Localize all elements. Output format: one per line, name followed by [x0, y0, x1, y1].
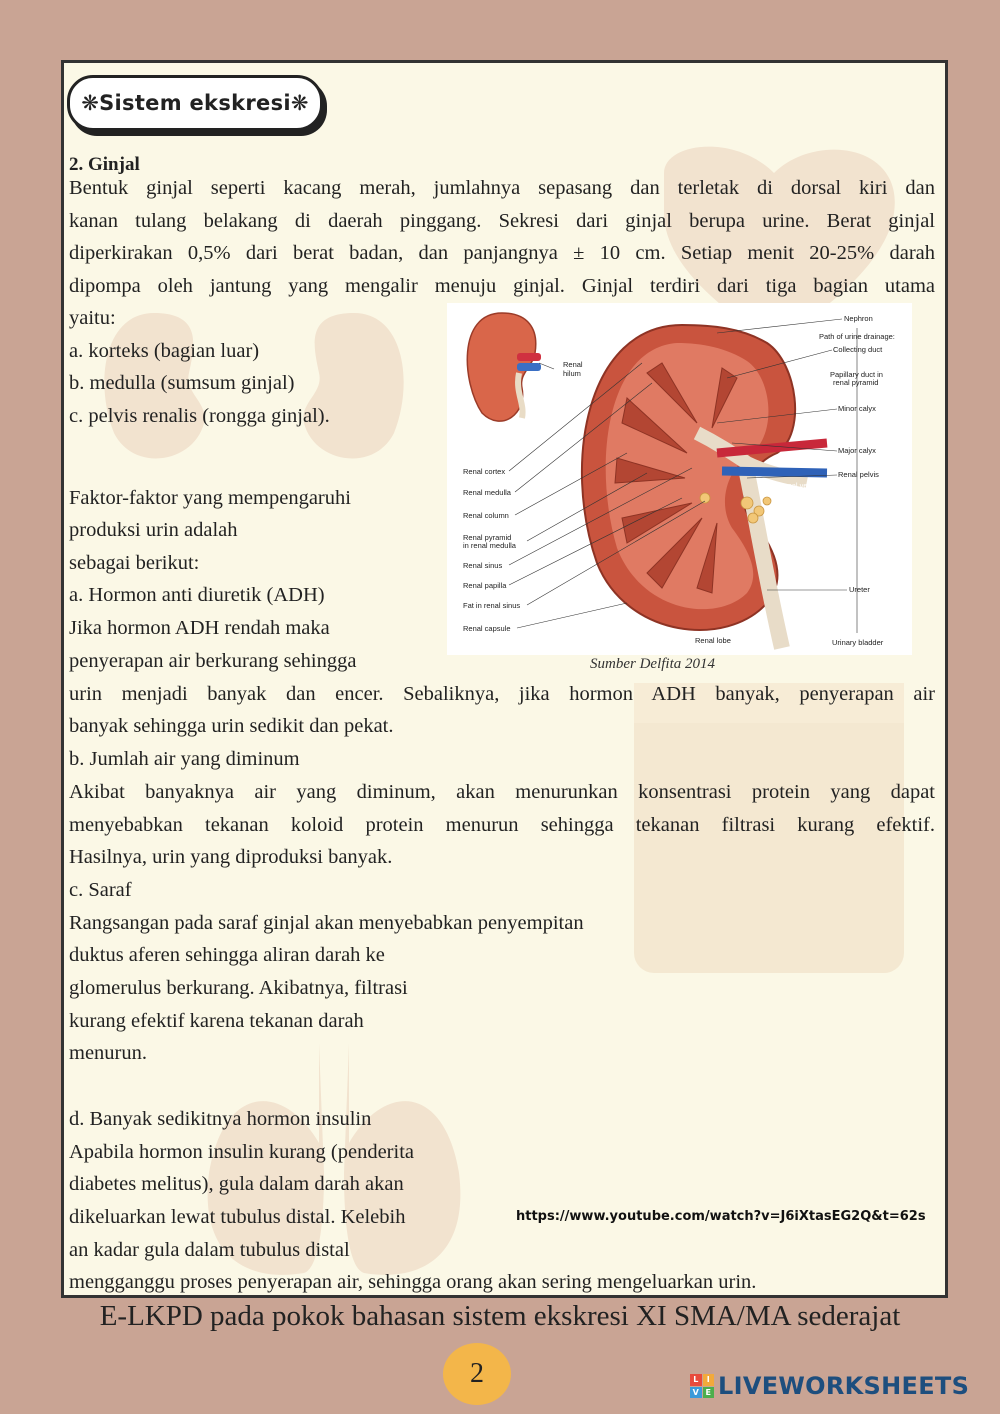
- paragraph-line: diperkirakan 0,5% dari berat badan, dan panjangnya ± 10 cm. Setiap menit 20-25% darah: [69, 242, 935, 264]
- paragraph-line: banyak sehingga urin sedikit dan pekat.: [69, 715, 394, 737]
- paragraph-line: mengganggu proses penyerapan air, sehingga orang akan sering mengeluarkan urin.: [69, 1271, 757, 1293]
- list-item: b. medulla (sumsum ginjal): [69, 372, 295, 394]
- factor-heading: d. Banyak sedikitnya hormon insulin: [69, 1108, 372, 1130]
- list-intro: yaitu:: [69, 307, 116, 329]
- paragraph-line: Akibat banyaknya air yang diminum, akan menurunkan konsentrasi protein yang dapat: [69, 781, 935, 803]
- label-right: Collecting duct: [833, 345, 883, 354]
- factor-heading: b. Jumlah air yang diminum: [69, 748, 300, 770]
- logo-letter: E: [703, 1387, 715, 1399]
- youtube-link[interactable]: https://www.youtube.com/watch?v=J6iXtasEG2Q&t=62s: [516, 1209, 926, 1224]
- page-number: 2: [470, 1358, 484, 1389]
- paragraph-line: an kadar gula dalam tubulus distal: [69, 1239, 350, 1261]
- paragraph-line: menurun.: [69, 1042, 147, 1064]
- paragraph-line: dikeluarkan lewat tubulus distal. Kelebih: [69, 1206, 406, 1228]
- label-lobe: Renal lobe: [695, 636, 731, 645]
- brand-name: LIVEWORKSHEETS: [718, 1372, 970, 1400]
- label-left: Renal cortex: [463, 467, 506, 476]
- paragraph-line: Bentuk ginjal seperti kacang merah, jumlahnya sepasang dan terletak di dorsal kiri dan: [69, 177, 935, 199]
- label-left: Fat in renal sinus: [463, 601, 521, 610]
- label-right: Ureter: [849, 585, 870, 594]
- label-vein: Renal vein: [778, 481, 814, 490]
- label-left: Renal column: [463, 511, 509, 520]
- label-right: Nephron: [844, 314, 873, 323]
- footer-text: E-LKPD pada pokok bahasan sistem ekskresi XI SMA/MA sederajat: [99, 1300, 901, 1332]
- page-title-badge: [67, 75, 323, 131]
- kidney-anatomy-figure: [447, 303, 912, 655]
- list-item: a. korteks (bagian luar): [69, 340, 260, 362]
- label-right: Renal pelvis: [838, 470, 879, 479]
- label-right: Urinary bladder: [832, 638, 884, 647]
- label-left: in renal medulla: [463, 541, 516, 550]
- label-left: Renal capsule: [463, 624, 511, 633]
- logo-letter: I: [703, 1374, 715, 1386]
- label-right: Papillary duct in: [830, 370, 883, 379]
- liveworksheets-brand[interactable]: [690, 1372, 969, 1400]
- logo-letter: V: [690, 1387, 702, 1399]
- paragraph-line: glomerulus berkurang. Akibatnya, filtrasi: [69, 977, 408, 999]
- paragraph-line: kanan tulang belakang di daerah pinggang. Sekresi dari ginjal berupa urine. Berat ginjal: [69, 210, 935, 232]
- label-right: Path of urine drainage:: [819, 332, 895, 341]
- label-left: Renal papilla: [463, 581, 507, 590]
- paragraph-line: Jika hormon ADH rendah maka: [69, 617, 330, 639]
- paragraph-line: Rangsangan pada saraf ginjal akan menyebabkan penyempitan: [69, 912, 584, 934]
- paragraph-line: Apabila hormon insulin kurang (penderita: [69, 1141, 414, 1163]
- paragraph-line: diabetes melitus), gula dalam darah akan: [69, 1173, 404, 1195]
- factor-heading: a. Hormon anti diuretik (ADH): [69, 584, 325, 606]
- label-right: Minor calyx: [838, 404, 876, 413]
- paragraph-line: duktus aferen sehingga aliran darah ke: [69, 944, 385, 966]
- factors-intro: sebagai berikut:: [69, 552, 200, 574]
- label-left: Renal pyramid: [463, 533, 512, 542]
- worksheet-page: [61, 60, 948, 1298]
- label-right: renal pyramid: [833, 378, 879, 387]
- paragraph-line: dipompa oleh jantung yang mengalir menuju ginjal. Ginjal terdiri dari tiga bagian utama: [69, 275, 935, 297]
- label-hilum: hilum: [563, 369, 581, 378]
- label-left: Renal sinus: [463, 561, 503, 570]
- paragraph-line: penyerapan air berkurang sehingga: [69, 650, 357, 672]
- label-right: Major calyx: [838, 446, 876, 455]
- paragraph-line: Hasilnya, urin yang diproduksi banyak.: [69, 846, 393, 868]
- list-item: c. pelvis renalis (rongga ginjal).: [69, 405, 330, 427]
- figure-caption: Sumber Delfita 2014: [590, 656, 715, 672]
- factors-intro: Faktor-faktor yang mempengaruhi: [69, 487, 351, 509]
- factor-heading: c. Saraf: [69, 879, 132, 901]
- paragraph-line: urin menjadi banyak dan encer. Sebaliknya, jika hormon ADH banyak, penyerapan air: [69, 683, 935, 705]
- factors-intro: produksi urin adalah: [69, 519, 238, 541]
- liveworksheets-logo-icon: [690, 1374, 714, 1398]
- label-left: Renal medulla: [463, 488, 511, 497]
- paragraph-line: menyebabkan tekanan koloid protein menurun sehingga tekanan filtrasi kurang efektif.: [69, 814, 935, 836]
- label-hilum: Renal: [563, 360, 583, 369]
- label-artery: Renal artery: [778, 452, 819, 461]
- paragraph-line: kurang efektif karena tekanan darah: [69, 1010, 364, 1032]
- page-title: ❋Sistem ekskresi❋: [81, 91, 309, 115]
- logo-letter: L: [690, 1374, 702, 1386]
- page-number-badge: [443, 1343, 511, 1405]
- section-heading: 2. Ginjal: [69, 154, 140, 175]
